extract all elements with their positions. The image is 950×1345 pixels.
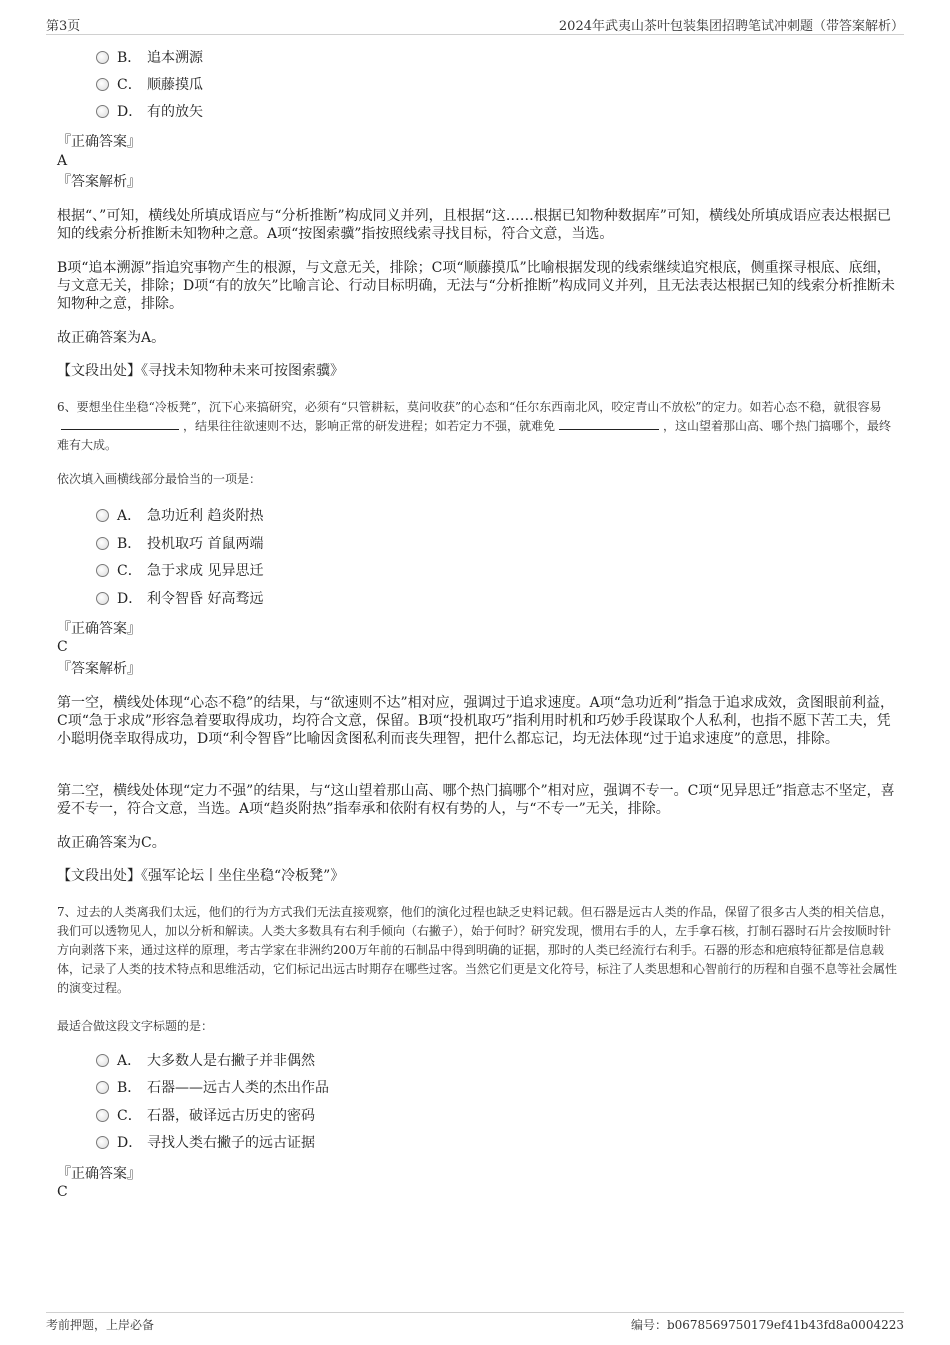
page-header	[46, 14, 904, 35]
q7-answer: C	[57, 1184, 68, 1200]
q7-option-d[interactable]: D． 寻找人类右撇子的远古证据	[96, 1132, 315, 1154]
blank-line	[61, 417, 179, 430]
q5-option-d[interactable]: D． 有的放矢	[96, 101, 203, 123]
radio-icon[interactable]	[96, 1054, 109, 1067]
analysis-label: 『答案解析』	[57, 174, 141, 190]
q5-option-c[interactable]: C． 顺藤摸瓜	[96, 74, 203, 96]
radio-icon[interactable]	[96, 509, 109, 522]
page-footer	[46, 1312, 904, 1335]
answer-label: 『正确答案』	[57, 621, 141, 637]
q5-answer: A	[57, 153, 68, 169]
q7-option-b[interactable]: B． 石器——远古人类的杰出作品	[96, 1077, 329, 1099]
q6-analysis-1: 第一空，横线处体现“心态不稳”的结果，与“欲速则不达”相对应，强调过于追求速度。A项“急功近利”指急于追求成效，贪图眼前利益，C项“急于求成”形容急着要取得成功，均符合文意，保留。B项“投机取巧”指利用时机和巧妙手段谋取个人私利，也指不愿下苦工夫，凭小聪明侥幸取得成功，D项“利令智昏”比喻因贪图私利而丧失理智，把什么都忘记，均无法体现“过于追求速度”的意思，排除。	[57, 695, 895, 747]
q7-option-a[interactable]: A． 大多数人是右撇子并非偶然	[96, 1050, 315, 1072]
radio-icon[interactable]	[96, 51, 109, 64]
q7-prompt: 最适合做这段文字标题的是：	[57, 1019, 214, 1033]
q6-conclusion: 故正确答案为C。	[57, 835, 166, 851]
q5-option-b[interactable]: B． 追本溯源	[96, 47, 203, 69]
q5-analysis-1: 根据“、”可知，横线处所填成语应与“分析推断”构成同义并列，且根据“这……根据已知物种数据库”可知，横线处所填成语应表达根据已知的线索分析推断未知物种之意。A项“按图索骥”指按照线索寻找目标，符合文意，当选。	[57, 208, 891, 242]
radio-icon[interactable]	[96, 592, 109, 605]
answer-label: 『正确答案』	[57, 134, 141, 150]
radio-icon[interactable]	[96, 78, 109, 91]
radio-icon[interactable]	[96, 105, 109, 118]
radio-icon[interactable]	[96, 1136, 109, 1149]
q7-stem: 7、过去的人类离我们太远，他们的行为方式我们无法直接观察，他们的演化过程也缺乏史料记载。但石器是远古人类的作品，保留了很多古人类的相关信息，我们可以透物见人，加以分析和解读。人类大多数具有右利手倾向（右撇子），始于何时？研究发现，惯用右手的人，左手拿石核，打制石器时石片会按顺时针方向剥落下来，通过这样的原理，考古学家在非洲约200万年前的石制品中得到明确的证据，那时的人类已经流行右利手。石器的形态和疤痕特征都是信息载体，记录了人类的技术特点和思维活动，它们标记出远古时期存在哪些过客。当然它们更是文化符号，标注了人类思想和心智前行的历程和自强不息等社会属性的演变过程。	[57, 905, 898, 995]
footer-slogan: 考前押题，上岸必备	[46, 1318, 155, 1332]
q5-conclusion: 故正确答案为A。	[57, 330, 166, 346]
q6-option-b[interactable]: B． 投机取巧 首鼠两端	[96, 533, 263, 555]
blank-line	[559, 417, 659, 430]
radio-icon[interactable]	[96, 1081, 109, 1094]
page-number: 第3页	[46, 19, 81, 34]
document-code: 编号：b0678569750179ef41b43fd8a0004223	[630, 1318, 904, 1332]
q6-answer: C	[57, 639, 68, 655]
q6-option-a[interactable]: A． 急功近利 趋炎附热	[96, 505, 263, 527]
radio-icon[interactable]	[96, 1109, 109, 1122]
q6-option-d[interactable]: D． 利令智昏 好高骛远	[96, 588, 263, 610]
q7-option-c[interactable]: C． 石器，破译远古历史的密码	[96, 1105, 315, 1127]
q6-prompt: 依次填入画横线部分最恰当的一项是：	[57, 472, 262, 486]
analysis-label: 『答案解析』	[57, 661, 141, 677]
q5-source: 【文段出处】《寻找未知物种未来可按图索骥》	[57, 363, 344, 379]
answer-label: 『正确答案』	[57, 1166, 141, 1182]
q6-analysis-2: 第二空，横线处体现“定力不强”的结果，与“这山望着那山高、哪个热门搞哪个”相对应，强调不专一。C项“见异思迁”指意志不坚定，喜爱不专一，符合文意，当选。A项“趋炎附热”指奉承和依附有权有势的人，与“不专一”无关，排除。	[57, 783, 895, 817]
q6-option-c[interactable]: C． 急于求成 见异思迁	[96, 560, 263, 582]
q6-source: 【文段出处】《强军论坛丨坐住坐稳“冷板凳”》	[57, 868, 345, 884]
q5-analysis-2: B项“追本溯源”指追究事物产生的根源，与文意无关，排除；C项“顺藤摸瓜”比喻根据发现的线索继续追究根底，侧重探寻根底、底细，与文意无关，排除；D项“有的放矢”比喻言论、行动目标明确，无法与“分析推断”构成同义并列，且无法表达根据已知的线索分析推断未知物种之意，排除。	[57, 260, 895, 312]
document-title: 2024年武夷山茶叶包装集团招聘笔试冲刺题（带答案解析）	[558, 19, 904, 34]
q6-stem: 6、要想坐住坐稳“冷板凳”，沉下心来搞研究，必须有“只管耕耘，莫问收获”的心态和“任尔东西南北风，咬定青山不放松”的定力。如若心态不稳，就很容易，结果往往欲速则不达，影响正常的研发进程；如若定力不强，就难免 ，这山望着那山高、哪个热门搞哪个，最终难有大成。	[57, 400, 892, 452]
radio-icon[interactable]	[96, 564, 109, 577]
radio-icon[interactable]	[96, 537, 109, 550]
